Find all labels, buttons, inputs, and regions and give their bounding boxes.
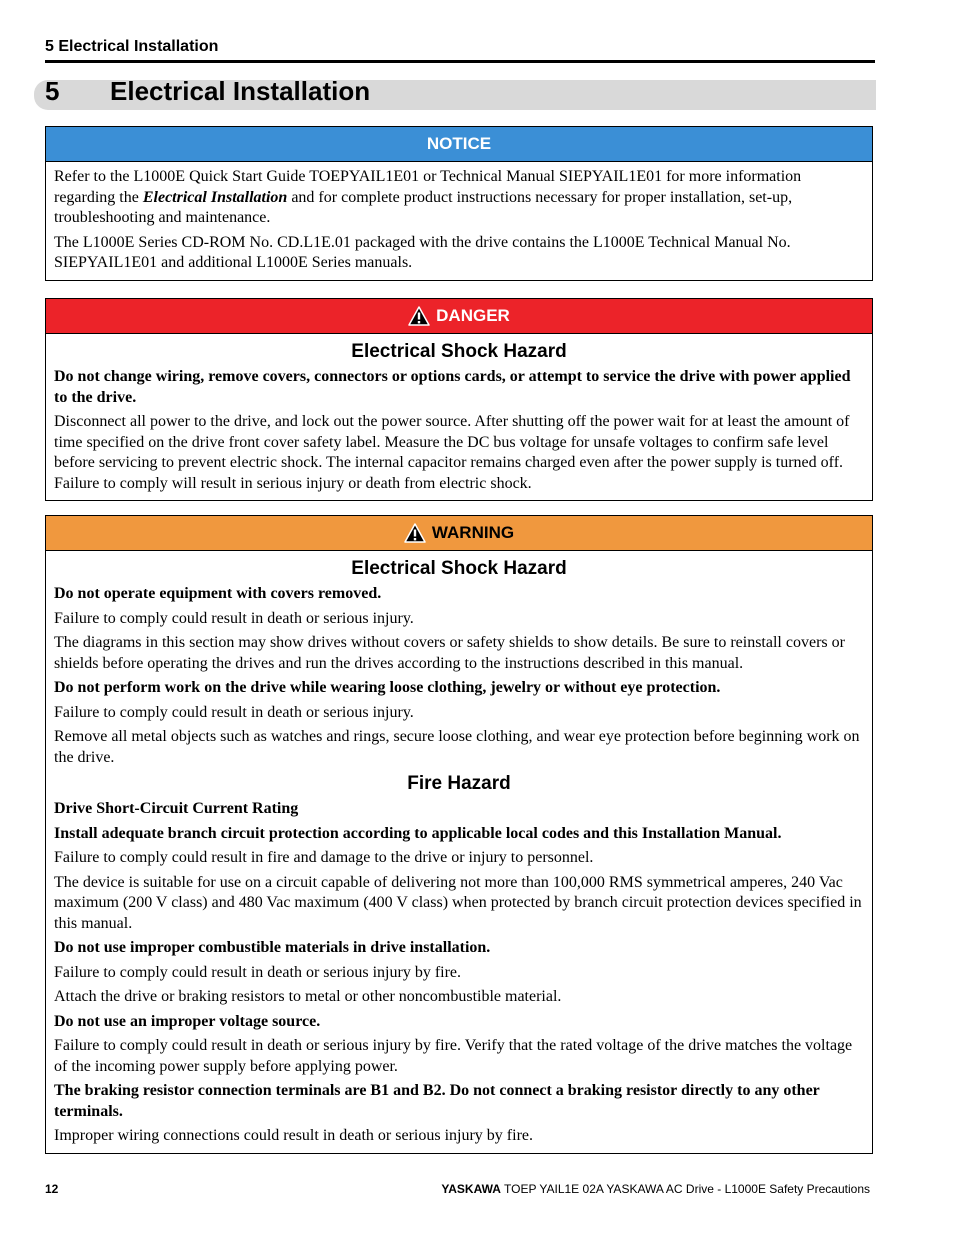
footer-brand: YASKAWA (441, 1182, 501, 1196)
warning-text-8: Attach the drive or braking resistors to metal or other noncombustible material. (54, 988, 562, 1005)
warning-bold-3: Drive Short-Circuit Current Rating (54, 800, 299, 817)
warning-bold-5: Do not use improper combustible materials in drive installation. (54, 939, 491, 956)
notice-label: NOTICE (426, 134, 492, 153)
warning-bold-4: Install adequate branch circuit protection according to applicable local codes and this Installation Manual. (54, 824, 782, 842)
warning-text-5: Failure to comply could result in fire and damage to the drive or injury to personnel. (54, 849, 594, 866)
notice-paragraph-2: The L1000E Series CD-ROM No. CD.L1E.01 packaged with the drive contains the L1000E Technical Manual No. SIEPYAIL1E01 and additional L1000E Series manuals. (54, 233, 791, 271)
warning-box (45, 515, 873, 1154)
footer-doc-text: TOEP YAIL1E 02A YASKAWA AC Drive - L1000E Safety Precautions (500, 1182, 870, 1196)
warning-text-1: Failure to comply could result in death or serious injury. (54, 609, 414, 627)
warning-text-6: The device is suitable for use on a circuit capable of delivering not more than 100,000 RMS symmetrical amperes, 240 Vac maximum (200 V class) and 480 Vac maximum (400 V class) when protected by branch circuit protection devices specified in this manual. (54, 873, 862, 932)
warning-hazard-title-electrical: Electrical Shock Hazard (351, 558, 567, 579)
chapter-title: Electrical Installation (110, 76, 371, 106)
running-header: 5 Electrical Installation (45, 38, 219, 55)
header-rule (45, 60, 875, 63)
notice-emphasis: Electrical Installation (142, 188, 288, 206)
warning-header (46, 516, 872, 551)
danger-hazard-title: Electrical Shock Hazard (351, 341, 567, 362)
notice-text-post: and for complete product instructions necessary for proper installation, set-up, troubleshooting and maintenance. (54, 188, 793, 226)
danger-bold-instruction: Do not change wiring, remove covers, connectors or options cards, or attempt to service the drive with power applied to the drive. (54, 368, 851, 406)
warning-bold-1: Do not operate equipment with covers removed. (54, 585, 382, 602)
warning-text-2: The diagrams in this section may show drives without covers or safety shields to show details. Be sure to reinstall covers or shields before operating the drives and run the drives according to the instructions described in this manual. (54, 634, 845, 672)
warning-text-9: Failure to comply could result in death or serious injury by fire. Verify that the rated voltage of the drive matches the voltage of the incoming power supply before applying power. (54, 1037, 853, 1075)
danger-text: Disconnect all power to the drive, and lock out the power source. After shutting off the power wait for at least the amount of time specified on the drive front cover safety label. Measure the DC bus voltage for unsafe voltages to confirm safe level before servicing to prevent electric shock. The internal capacitor remains charged even after the power supply is turned off. Failure to comply will result in serious injury or death from electric shock. (54, 413, 850, 492)
warning-triangle-icon (408, 306, 430, 326)
warning-text-10: Improper wiring connections could result in death or serious injury by fire. (54, 1127, 533, 1144)
danger-box (45, 298, 873, 501)
warning-label: WARNING (431, 523, 515, 542)
notice-paragraph-1 (54, 167, 864, 229)
chapter-number: 5 (45, 76, 60, 106)
warning-text-3: Failure to comply could result in death or serious injury. (54, 703, 414, 721)
footer-document-title (441, 1182, 870, 1196)
warning-hazard-title-fire: Fire Hazard (407, 773, 511, 794)
warning-bold-7: The braking resistor connection terminals are B1 and B2. Do not connect a braking resistor directly to any other terminals. (54, 1082, 820, 1120)
notice-text-pre: Refer to the L1000E Quick Start Guide TOEPYAIL1E01 or Technical Manual SIEPYAIL1E01 for more information regarding the (54, 168, 802, 206)
warning-text-4: Remove all metal objects such as watches and rings, secure loose clothing, and wear eye protection before beginning work on the drive. (54, 728, 860, 766)
danger-label: DANGER (436, 306, 510, 325)
page-number: 12 (45, 1182, 59, 1196)
warning-bold-2: Do not perform work on the drive while wearing loose clothing, jewelry or without eye protection. (54, 679, 721, 696)
notice-header (46, 127, 872, 162)
warning-text-7: Failure to comply could result in death or serious injury by fire. (54, 963, 462, 981)
danger-header (46, 299, 872, 334)
warning-bold-6: Do not use an improper voltage source. (54, 1012, 321, 1030)
notice-box (45, 126, 873, 281)
warning-triangle-icon (404, 523, 426, 543)
